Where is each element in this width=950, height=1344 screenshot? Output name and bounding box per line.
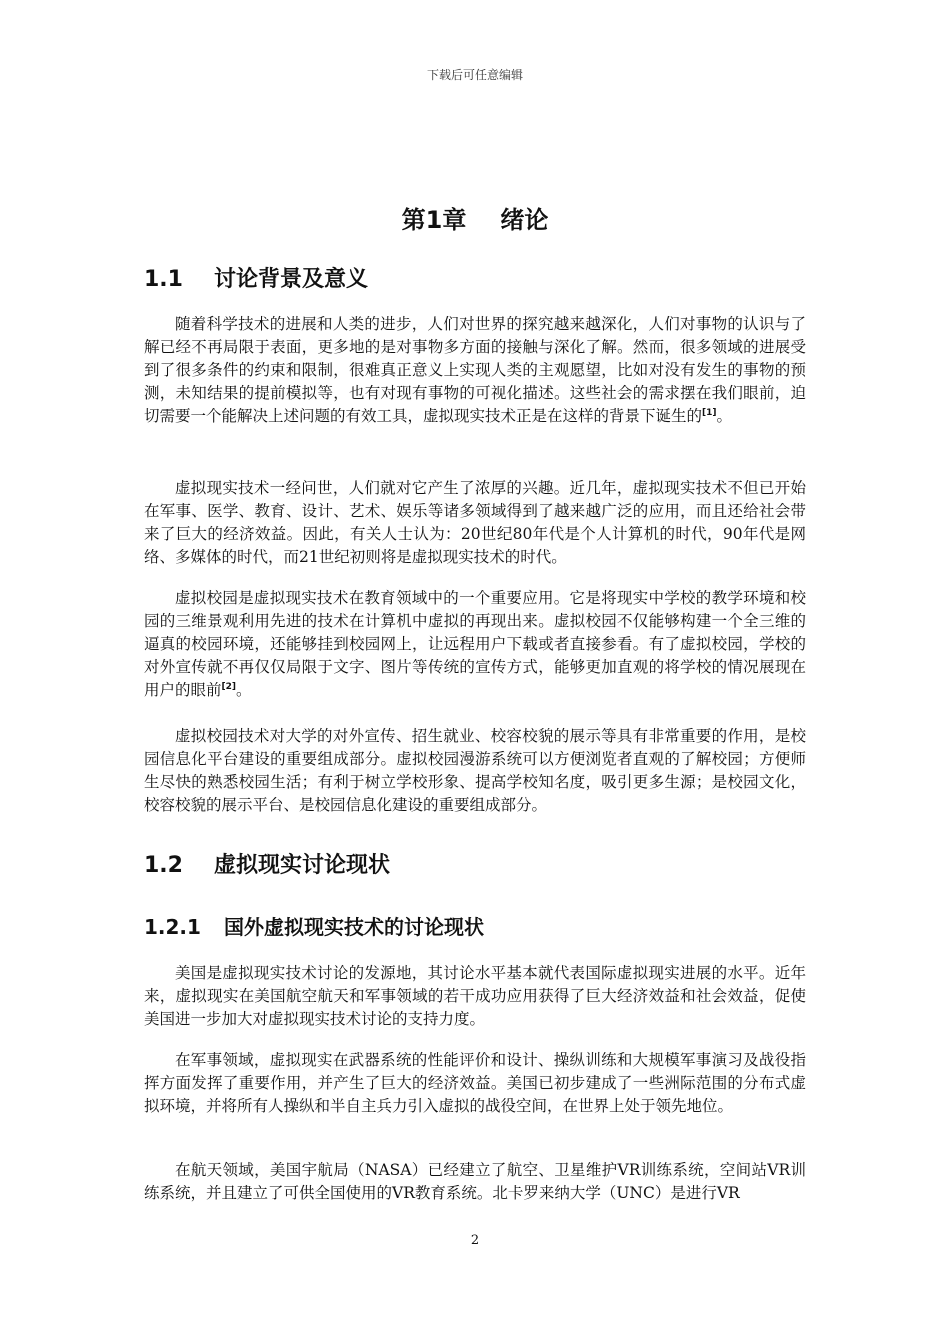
chapter-number: 第1章 [401, 206, 467, 234]
paragraph-2: 虚拟现实技术一经问世，人们就对它产生了浓厚的兴趣。近几年，虚拟现实技术不但已开始在军事、医学、教育、设计、艺术、娱乐等诸多领域得到了越来越广泛的应用，而且还给社会带来了巨大的经济效益。因此，有关人士认为：20世纪80年代是个人计算机的时代，90年代是网络、多媒体的时代，而21世纪初则将是虚拟现实技术的时代。 [144, 479, 806, 566]
section-number: 1.1 [144, 267, 183, 292]
paragraph-4: 虚拟校园技术对大学的对外宣传、招生就业、校容校貌的展示等具有非常重要的作用，是校园信息化平台建设的重要组成部分。虚拟校园漫游系统可以方便浏览者直观的了解校园；方便师生尽快的熟悉校园生活；有利于树立学校形象、提高学校知名度，吸引更多生源；是校园文化，校容校貌的展示平台、是校园信息化建设的重要组成部分。 [144, 727, 806, 814]
section-title: 虚拟现实讨论现状 [214, 853, 391, 878]
paragraph-3: 虚拟校园是虚拟现实技术在教育领域中的一个重要应用。它是将现实中学校的教学环境和校园的三维景观利用先进的技术在计算机中虚拟的再现出来。虚拟校园不仅能够构建一个全三维的逼真的校园环境，还能够挂到校园网上，让远程用户下载或者直接参看。有了虚拟校园，学校的对外宣传就不再仅仅局限于文字、图片等传统的宣传方式，能够更加直观的将学校的情况展现在用户的眼前[2]。 [144, 589, 806, 699]
chapter-heading [0, 200, 950, 235]
paragraph-1: 随着科学技术的进展和人类的进步，人们对世界的探究越来越深化，人们对事物的认识与了解已经不再局限于表面，更多地的是对事物多方面的接触与深化了解。然而，很多领域的进展受到了很多条件的约束和限制，很难真正意义上实现人类的主观愿望，比如对没有发生的事物的预测，未知结果的提前模拟等，也有对现有事物的可视化描述。这些社会的需求摆在我们眼前，迫切需要一个能解决上述问题的有效工具，虚拟现实技术正是在这样的背景下诞生的[1]。 [144, 315, 806, 425]
paragraph-5: 美国是虚拟现实技术讨论的发源地，其讨论水平基本就代表国际虚拟现实进展的水平。近年来，虚拟现实在美国航空航天和军事领域的若干成功应用获得了巨大经济效益和社会效益，促使美国进一步加大对虚拟现实技术讨论的支持力度。 [144, 964, 806, 1028]
section-number: 1.2.1 [144, 915, 201, 939]
paragraph-6: 在军事领域，虚拟现实在武器系统的性能评价和设计、操纵训练和大规模军事演习及战役指挥方面发挥了重要作用，并产生了巨大的经济效益。美国已初步建成了一些洲际范围的分布式虚拟环境，并将所有人操纵和半自主兵力引入虚拟的战役空间，在世界上处于领先地位。 [144, 1051, 806, 1115]
section-heading-1-2-1 [144, 911, 484, 940]
section-heading-1-1 [144, 262, 368, 293]
section-title: 国外虚拟现实技术的讨论现状 [224, 915, 484, 939]
section-title: 讨论背景及意义 [214, 267, 369, 292]
citation: [1] [702, 407, 717, 418]
section-number: 1.2 [144, 853, 183, 878]
chapter-title: 绪论 [500, 206, 549, 234]
page-number: 2 [470, 1233, 480, 1248]
paragraph-7: 在航天领域，美国宇航局（NASA）已经建立了航空、卫星维护VR训练系统，空间站VR训练系统，并且建立了可供全国使用的VR教育系统。北卡罗来纳大学（UNC）是进行VR [144, 1161, 806, 1202]
page-header: 下载后可任意编辑 [426, 68, 523, 82]
citation: [2] [221, 681, 237, 692]
section-heading-1-2 [144, 848, 390, 879]
